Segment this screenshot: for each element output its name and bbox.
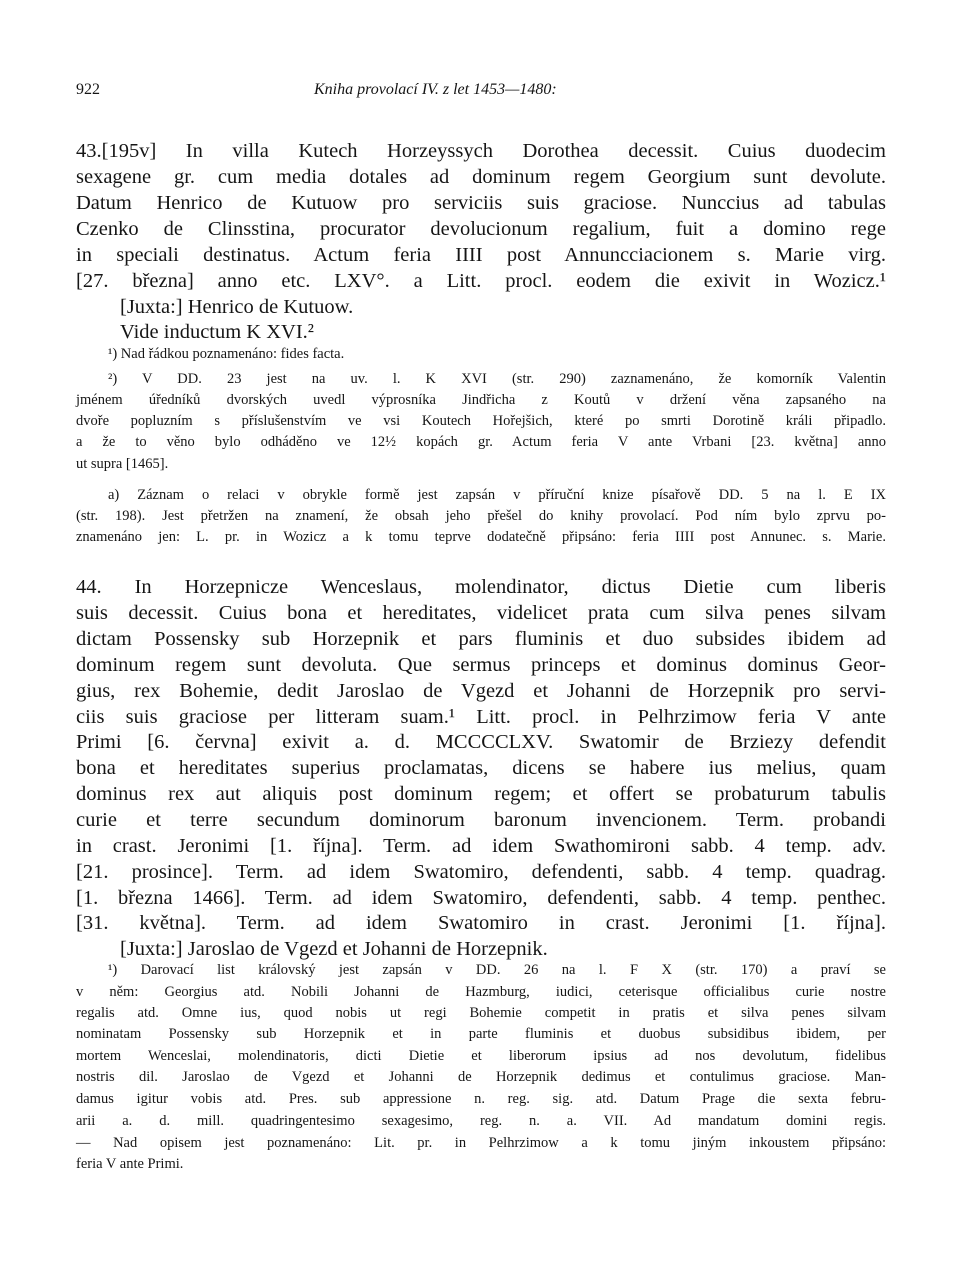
text-line: bona et hereditates superius proclamatas, dicens se habere ius melius, quam [76, 757, 886, 779]
text-line: [21. prosince]. Term. ad idem Swatomiro, defendenti, sabb. 4 temp. quadrag. [76, 861, 886, 883]
text-line: in speciali destinatus. Actum feria IIII post Annuncciacionem s. Marie virg. [76, 244, 886, 266]
footnote-line: a) Záznam o relaci v obrykle formě jest zapsán v příruční knize písařově DD. 5 na l. E IX [108, 487, 886, 503]
text-line: Primi [6. června] exivit a. d. MCCCCLXV. Swatomir de Brziezy defendit [76, 731, 886, 753]
text-line: dominus rex aut aliquis post dominum regem; et offert se probaturum tabulis [76, 783, 886, 805]
text-line: [Juxta:] Jaroslao de Vgezd et Johanni de Horzepnik. [120, 938, 548, 960]
text-line: [31. května]. Term. ad idem Swatomiro in crast. Jeronimi [1. října]. [76, 912, 886, 934]
footnote-line: damus igitur vobis atd. Pres. sub appressione n. reg. sig. atd. Datum Prage die sexta febru- [76, 1091, 886, 1107]
text-line: dominum regem sunt devoluta. Que sermus princeps et dominus dominus Geor- [76, 654, 886, 676]
text-line: 43.[195v] In villa Kutech Horzeyssych Dorothea decessit. Cuius duodecim [76, 140, 886, 162]
text-line: sexagene gr. cum media dotales ad dominum regem Georgium sunt devolute. [76, 166, 886, 188]
text-line: [27. března] anno etc. LXV°. a Litt. procl. eodem die exivit in Wozicz.¹ [76, 270, 886, 292]
footnote-line: nominatam Possensky sub Horzepnik et in parte fluminis et duobus subsidibus ibidem, per [76, 1026, 886, 1042]
footnote-line: nostris dil. Jaroslao de Vgezd et Johanni de Horzepnik dedimus et contulimus graciose. Man- [76, 1069, 886, 1085]
text-line: gius, rex Bohemie, dedit Jaroslao de Vgezd et Johanni de Horzepnik pro servi- [76, 680, 886, 702]
text-line: 44. In Horzepnicze Wenceslaus, molendinator, dictus Dietie cum liberis [76, 576, 886, 598]
footnote-line: ¹) Nad řádkou poznamenáno: fides facta. [108, 346, 345, 362]
footnote-line: mortem Wenceslai, molendinatoris, dicti Dietie et liberorum ipsius ad nos devolutum, fidelibus [76, 1048, 886, 1064]
text-line: in crast. Jeronimi [1. října]. Term. ad idem Swathomironi sabb. 4 temp. adv. [76, 835, 886, 857]
running-title: Kniha provolací IV. z let 1453—1480: [314, 81, 557, 98]
text-line: curie et terre secundum dominorum baronum invencionem. Term. probandi [76, 809, 886, 831]
footnote-line: regalis atd. Omne ius, quod nobis ut regi Bohemie competit in pratis et silva penes silvam [76, 1005, 886, 1021]
text-line: ciis suis graciose per litteram suam.¹ Litt. procl. in Pelhrzimow feria V ante [76, 706, 886, 728]
text-line: Datum Henrico de Kutuow pro serviciis suis graciose. Nunccius ad tabulas [76, 192, 886, 214]
text-line: suis decessit. Cuius bona et hereditates, videlicet prata cum silva penes silvam [76, 602, 886, 624]
footnote-line: arii a. d. mill. quadringentesimo sexagesimo, reg. n. a. VII. Ad mandatum domini regis. [76, 1113, 886, 1129]
footnote-line: ²) V DD. 23 jest na uv. l. K XVI (str. 290) zaznamenáno, že komorník Valentin [108, 371, 886, 387]
footnote-line: (str. 198). Jest přetržen na znamení, že obsah jeho přešel do knihy provolací. Pod ním bylo zprvu po- [76, 508, 886, 524]
text-line: Vide inductum K XVI.² [120, 321, 314, 343]
text-line: [1. března 1466]. Term. ad idem Swatomiro, defendenti, sabb. 4 temp. penthec. [76, 887, 886, 909]
footnote-line: ut supra [1465]. [76, 456, 169, 472]
page-header [76, 81, 886, 105]
footnote-line: — Nad opisem jest poznamenáno: Lit. pr. in Pelhrzimow a k tomu jiným inkoustem připsáno: [76, 1135, 886, 1151]
text-line: [Juxta:] Henrico de Kutuow. [120, 296, 354, 318]
page-number: 922 [76, 81, 100, 98]
text-line: Czenko de Clinsstina, procurator devolucionum regalium, fuit a domino rege [76, 218, 886, 240]
footnote-line: ¹) Darovací list královský jest zapsán v DD. 26 na l. F X (str. 170) a praví se [108, 962, 886, 978]
footnote-line: feria V ante Primi. [76, 1156, 184, 1172]
footnote-line: a že to věno bylo odháděno ve 12½ kopách gr. Actum feria V ante Vrbani [23. května] anno [76, 434, 886, 450]
text-line: dictam Possensky sub Horzepnik et pars fluminis et duo subsides ibidem ad [76, 628, 886, 650]
footnote-line: v něm: Georgius atd. Nobili Johanni de Hazmburg, iudici, ceterisque officialibus curie nostre [76, 984, 886, 1000]
footnote-line: jménem úředníků dvorských uvedl výprosníka Jindřicha z Koutů v držení věna zapsaného na [76, 392, 886, 408]
footnote-line: dvoře popluzním s příslušenstvím ve vsi Koutech Hořejšich, které po smrti Dorotině králi připadlo. [76, 413, 886, 429]
footnote-line: znamenáno jen: L. pr. in Wozicz a k tomu teprve dodatečně připsáno: feria IIII post Annunec. s. Marie. [76, 529, 886, 545]
